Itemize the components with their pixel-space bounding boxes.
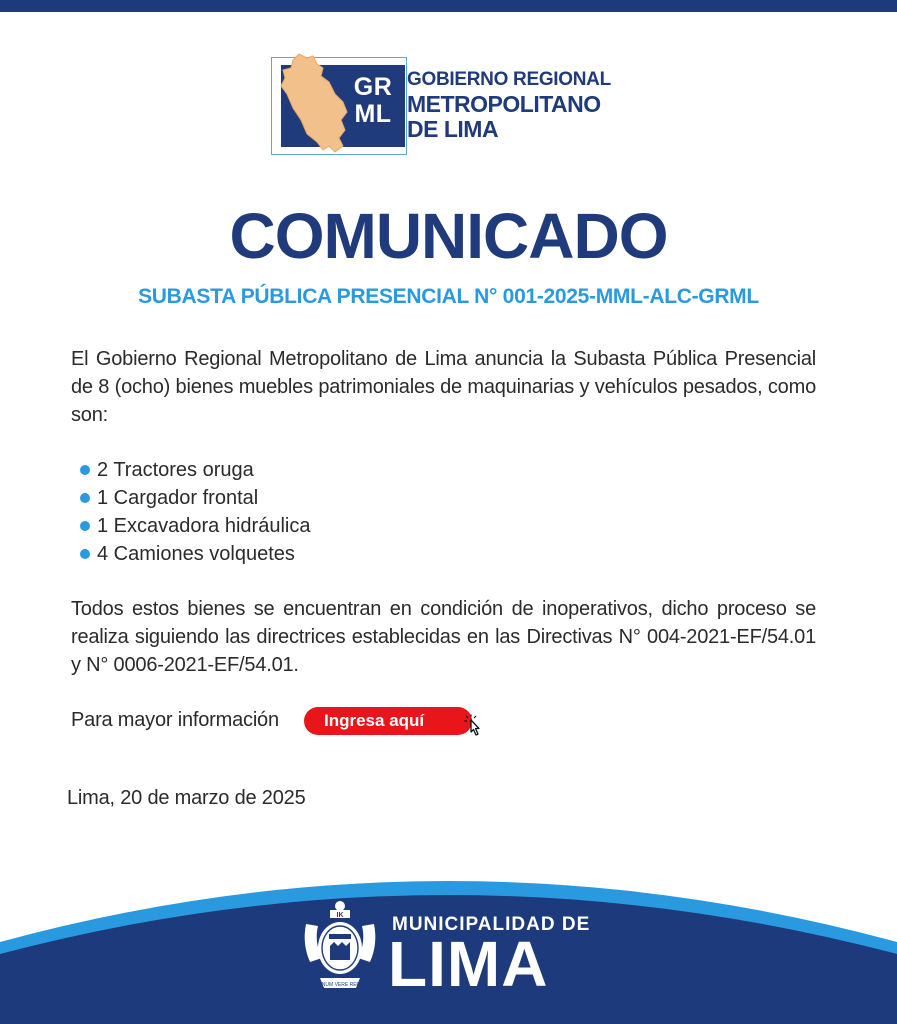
page-title: COMUNICADO — [229, 200, 668, 272]
list-item — [80, 512, 310, 540]
list-item-text: 1 Cargador frontal — [97, 487, 259, 509]
details-paragraph: Todos estos bienes se encuentran en condición de inoperativos, dicho proceso se realiza siguiendo las directrices establecidas en las Directivas N° 004-2021-EF/54.01 y N° 0006-2021-EF/54.01. — [71, 598, 816, 676]
list-item-text: 1 Excavadora hidráulica — [97, 515, 311, 537]
ingresa-aqui-button[interactable]: Ingresa aquí — [304, 707, 472, 735]
list-item-text: 2 Tractores oruga — [97, 459, 254, 481]
municipality-label: MUNICIPALIDAD DE — [392, 914, 591, 935]
logo-abbr-bottom: ML — [354, 100, 392, 128]
auction-subtitle: SUBASTA PÚBLICA PRESENCIAL N° 001-2025-MML-ALC-GRML — [138, 285, 759, 308]
date-line: Lima, 20 de marzo de 2025 — [67, 787, 306, 809]
intro-paragraph: El Gobierno Regional Metropolitano de Lima anuncia la Subasta Pública Presencial de 8 (ocho) bienes muebles patrimoniales de maquinarias y vehículos pesados, como son: — [71, 348, 816, 426]
bullet-dot-icon — [80, 465, 90, 475]
crest-motto-text: HOC SIGNUM VERE REGUM EST — [300, 982, 380, 988]
item-list — [80, 456, 310, 568]
logo-abbreviation — [345, 74, 401, 128]
city-label: LIMA — [388, 928, 549, 1000]
info-label: Para mayor información — [71, 709, 279, 731]
list-item — [80, 540, 310, 568]
pointer-cursor-icon — [463, 714, 485, 740]
org-line-3: DE LIMA — [407, 116, 499, 142]
bullet-dot-icon — [80, 549, 90, 559]
top-bar — [0, 0, 897, 12]
list-item-text: 4 Camiones volquetes — [97, 543, 295, 565]
bullet-dot-icon — [80, 493, 90, 503]
bullet-dot-icon — [80, 521, 90, 531]
list-item — [80, 456, 310, 484]
lima-crest-icon — [300, 898, 380, 994]
crest-top-text: IK — [336, 912, 344, 919]
logo-abbr-top: GR — [353, 73, 393, 101]
list-item — [80, 484, 310, 512]
org-line-2: METROPOLITANO — [407, 91, 601, 117]
org-line-1: GOBIERNO REGIONAL — [407, 69, 611, 90]
organization-name — [407, 68, 611, 141]
